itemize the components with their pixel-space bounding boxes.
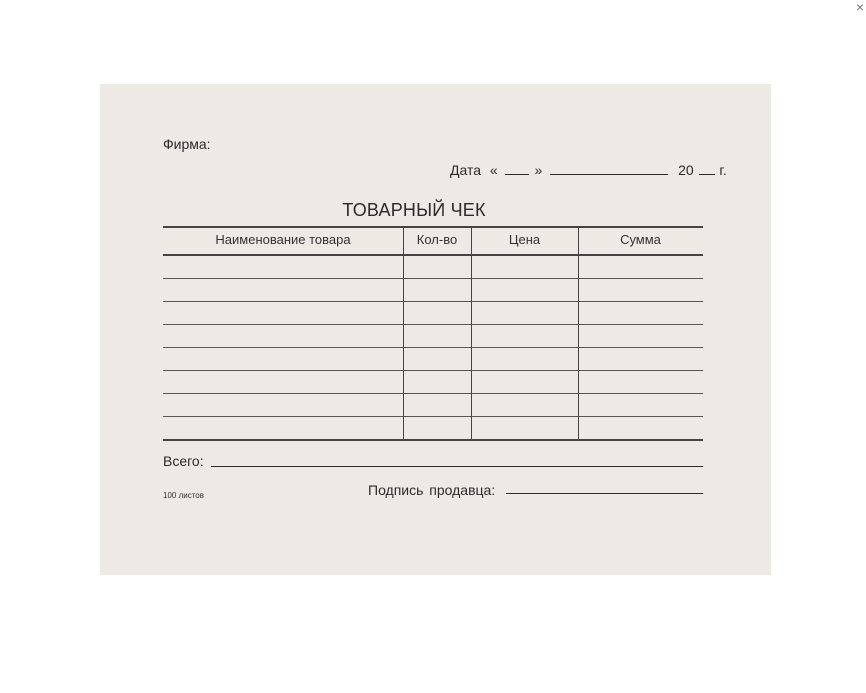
table-row [163, 301, 703, 302]
year-suffix: г. [719, 162, 727, 178]
table-row [163, 370, 703, 371]
total-blank [211, 466, 703, 467]
goods-table [163, 226, 703, 441]
date-label: Дата [450, 162, 482, 178]
table-header-border [163, 254, 703, 256]
receipt-form [100, 84, 771, 575]
table-row [163, 393, 703, 394]
table-bottom-border [163, 439, 703, 441]
firm-label: Фирма: [163, 136, 211, 152]
table-row [163, 278, 703, 279]
column-header-qty: Кол-во [416, 232, 458, 247]
column-divider [578, 226, 579, 441]
date-open-quote: « [489, 162, 498, 178]
column-header-name: Наименование товара [215, 232, 351, 247]
column-divider [403, 226, 404, 441]
year-prefix: 20 [678, 162, 694, 178]
close-icon[interactable]: × [855, 0, 865, 15]
table-row [163, 347, 703, 348]
signature-blank [506, 493, 703, 494]
month-blank [550, 162, 668, 175]
column-divider [471, 226, 472, 441]
sheet-count: 100 листов [163, 491, 204, 500]
day-blank [505, 162, 529, 175]
page-title [100, 200, 728, 221]
date-row [450, 162, 727, 180]
year-blank [699, 162, 715, 175]
column-header-sum: Сумма [620, 232, 661, 247]
table-row [163, 416, 703, 417]
table-row [163, 324, 703, 325]
receipt-title: ТОВАРНЫЙ ЧЕК [342, 200, 486, 220]
column-header-price: Цена [508, 232, 541, 247]
total-label: Всего: [163, 453, 204, 469]
date-close-quote: » [534, 162, 543, 178]
signature-label: Подпись продавца: [368, 482, 496, 498]
